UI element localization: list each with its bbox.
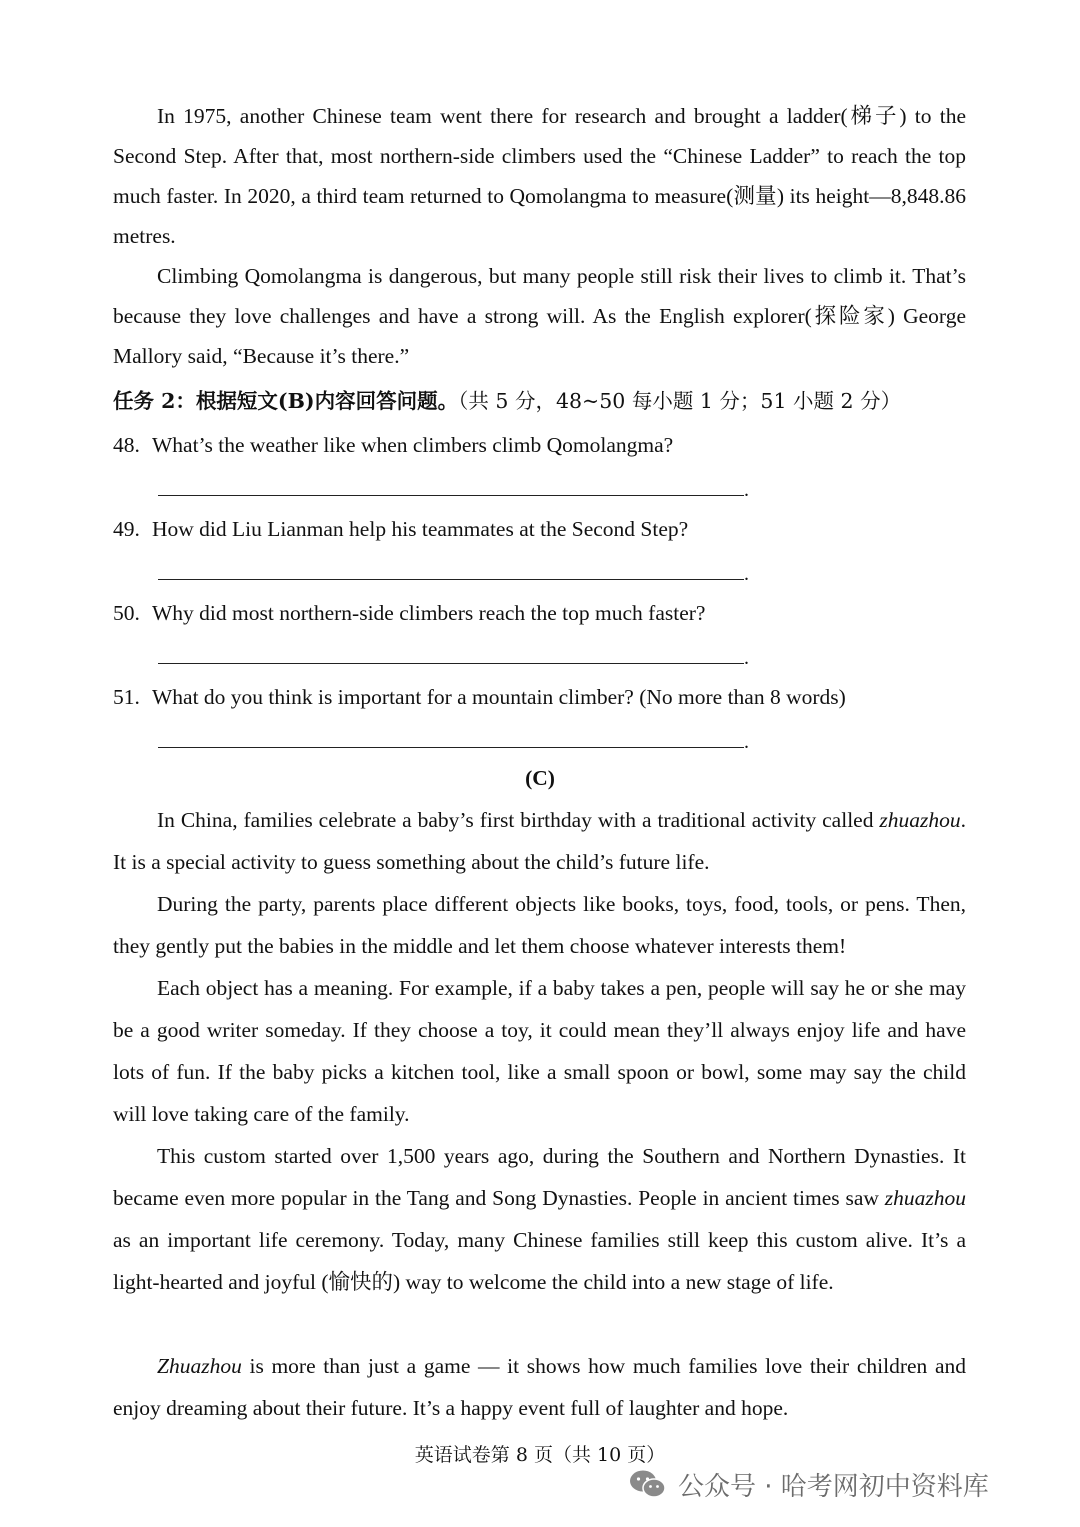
section-c-heading: (C) [525, 766, 555, 790]
answer-period: . [744, 731, 749, 753]
answer-period: . [744, 647, 749, 669]
passage-c-paragraph-2: During the party, parents place different objects like books, toys, food, tools, or pens. Then, they gently put the babies in the middle and let them choose whatever interests them! [113, 892, 966, 958]
question-text: What’s the weather like when climbers climb Qomolangma? [152, 433, 674, 457]
text-run: as an important life ceremony. Today, many Chinese families still keep this custom alive. It’s a light-hearted and joyful (愉快的) way to welcome the child into a new stage of life. [113, 1228, 966, 1294]
question-49 [113, 513, 966, 545]
italic-term: Zhuazhou [157, 1354, 242, 1378]
answer-line-50[interactable] [158, 663, 744, 664]
task-2-title: 任务 2：根据短文(B)内容回答问题。 [113, 389, 459, 413]
passage-b-paragraph-2: Climbing Qomolangma is dangerous, but many people still risk their lives to climb it. That’s because they love challenges and have a strong will. As the English explorer(探险家) George Mallory said, “Because it’s there.” [113, 264, 966, 368]
answer-period: . [744, 479, 749, 501]
question-number: 51. [113, 685, 140, 709]
passage-c-paragraph-5 [113, 1345, 966, 1429]
question-text: How did Liu Lianman help his teammates at the Second Step? [152, 517, 689, 541]
text-run: is more than just a game — it shows how much families love their children and enjoy dreaming about their future. It’s a happy event full of laughter and hope. [113, 1354, 966, 1420]
question-number: 50. [113, 601, 140, 625]
page-footer: 英语试卷第 8 页（共 10 页） [414, 1444, 666, 1466]
italic-term: zhuazhou [884, 1186, 966, 1210]
answer-line-48[interactable] [158, 495, 744, 496]
answer-line-49[interactable] [158, 579, 744, 580]
passage-b-paragraph-1: In 1975, another Chinese team went there for research and brought a ladder(梯子) to the Second Step. After that, most northern-side climbers used the “Chinese Ladder” to reach the top much faster. In 2020, a third team returned to Qomolangma to measure(测量) its height—8,848.86 metres. [113, 104, 966, 248]
passage-c-paragraph-3: Each object has a meaning. For example, if a baby takes a pen, people will say he or she may be a good writer someday. If they choose a toy, it could mean they’ll always enjoy life and have lots of fun. If the baby picks a kitchen tool, like a small spoon or bowl, some may say the child will love taking care of the family. [113, 976, 966, 1126]
italic-term: zhuazhou [879, 808, 961, 832]
watermark-text: 公众号 · 哈考网初中资料库 [678, 1471, 989, 1502]
watermark [628, 1462, 989, 1506]
question-text: What do you think is important for a mountain climber? (No more than 8 words) [152, 685, 846, 709]
passage-c-paragraph-4 [113, 1135, 966, 1303]
text-run: In China, families celebrate a baby’s first birthday with a traditional activity called [157, 808, 880, 832]
question-51 [113, 681, 966, 713]
task-2-heading [113, 383, 966, 419]
answer-period: . [744, 563, 749, 585]
question-50 [113, 597, 966, 629]
question-text: Why did most northern-side climbers reach the top much faster? [152, 601, 706, 625]
text-run: . It is a special activity to guess something about the child’s future life. [113, 808, 966, 874]
question-48 [113, 429, 966, 461]
passage-c-paragraph-1 [113, 799, 966, 883]
answer-line-51[interactable] [158, 747, 744, 748]
text-run: This custom started over 1,500 years ago, during the Southern and Northern Dynasties. It became even more popular in the Tang and Song Dynasties. People in ancient times saw [113, 1144, 966, 1210]
question-number: 48. [113, 433, 140, 457]
wechat-icon [628, 1468, 668, 1500]
question-number: 49. [113, 517, 140, 541]
task-2-note: （共 5 分，48~50 每小题 1 分；51 小题 2 分） [458, 389, 902, 413]
